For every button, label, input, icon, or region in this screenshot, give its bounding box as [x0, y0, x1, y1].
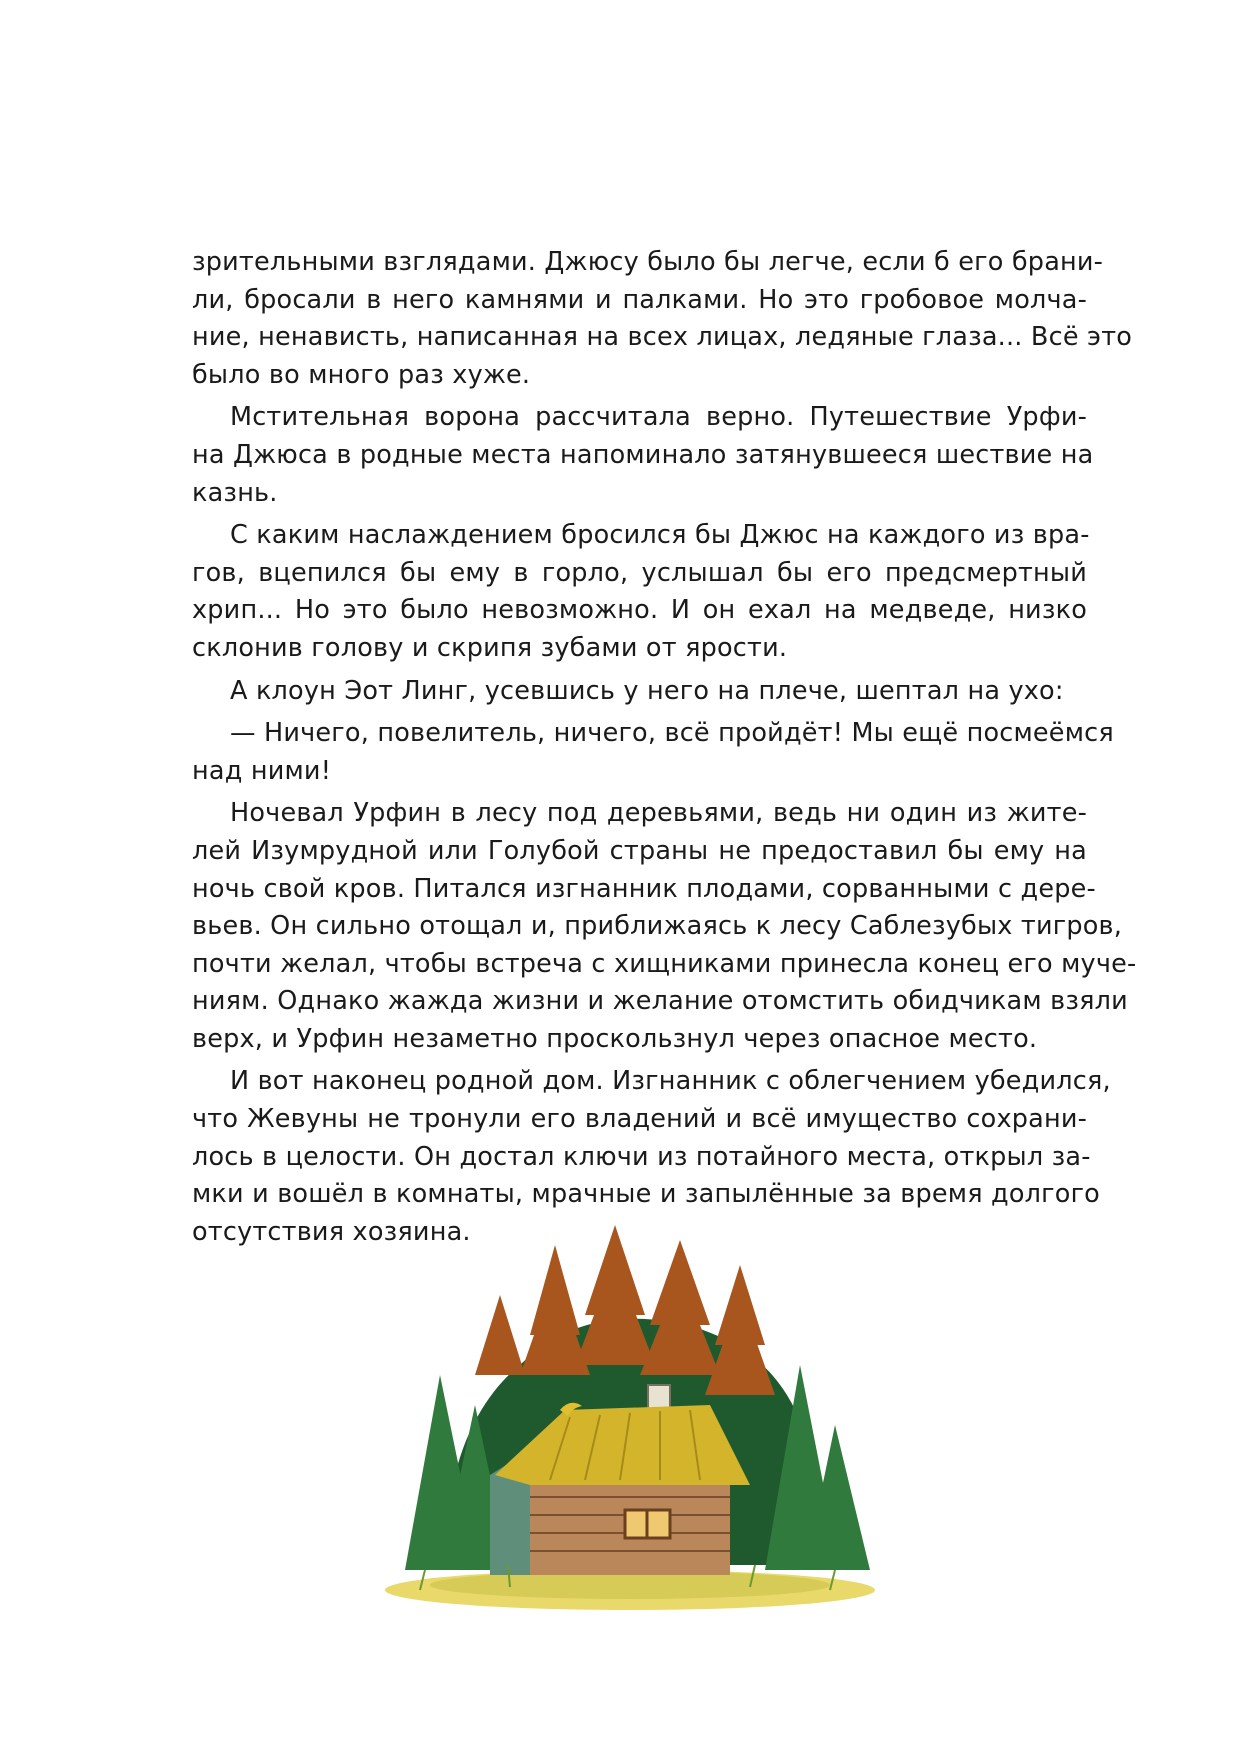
text-line: что Жевуны не тронули его владений и всё имущество сохрани- — [192, 1104, 1087, 1135]
text-line: ночь свой кров. Питался изгнанник плодами, сорванными с дере- — [192, 873, 1096, 904]
text-line: лось в целости. Он достал ключи из потайного места, открыл за- — [192, 1141, 1091, 1172]
pine-tree — [475, 1295, 525, 1375]
paragraph-7 — [192, 1063, 1111, 1251]
paragraph-1 — [192, 244, 1133, 394]
text-line: склонив голову и скрипя зубами от ярости. — [192, 632, 788, 663]
text-line: было во много раз хуже. — [192, 359, 531, 390]
text-line: ли, бросали в него камнями и палками. Но это гробовое молча- — [192, 284, 1087, 315]
text-line: казнь. — [192, 477, 278, 508]
text-line: С каким наслаждением бросился бы Джюс на каждого из вра- — [230, 520, 1090, 551]
text-line: верх, и Урфин незаметно проскользнул через опасное место. — [192, 1023, 1038, 1054]
text-line: ниям. Однако жажда жизни и желание отомстить обидчикам взяли — [192, 986, 1128, 1017]
text-line: ние, ненависть, написанная на всех лицах, ледяные глаза... Всё это — [192, 322, 1133, 353]
paragraph-6 — [192, 795, 1137, 1058]
text-line: отсутствия хозяина. — [192, 1216, 471, 1247]
paragraph-4 — [192, 673, 1087, 711]
text-line: А клоун Эот Линг, усевшись у него на плече, шептал на ухо: — [230, 675, 1064, 706]
text-line: гов, вцепился бы ему в горло, услышал бы его предсмертный — [192, 557, 1087, 588]
text-line: на Джюса в родные места напоминало затянувшееся шествие на — [192, 439, 1094, 470]
text-line: почти желал, чтобы встреча с хищниками принесла конец его муче- — [192, 948, 1137, 979]
ground-shadow — [430, 1571, 830, 1599]
paragraph-5 — [192, 715, 1114, 790]
body-text — [192, 244, 1137, 1251]
text-line: зрительными взглядами. Джюсу было бы легче, если б его брани- — [192, 247, 1104, 277]
text-line: Ночевал Урфин в лесу под деревьями, ведь ни один из жите- — [230, 798, 1087, 829]
text-line: Мстительная ворона рассчитала верно. Путешествие Урфи- — [230, 402, 1087, 433]
text-line: И вот наконец родной дом. Изгнанник с облегчением убедился, — [230, 1066, 1111, 1097]
text-line: вьев. Он сильно отощал и, приближаясь к лесу Саблезубых тигров, — [192, 911, 1123, 942]
forest-hut-illustration — [380, 1225, 880, 1615]
text-line: мки и вошёл в комнаты, мрачные и запылённые за время долгого — [192, 1179, 1100, 1210]
text-line: лей Изумрудной или Голубой страны не предоставил бы ему на — [192, 835, 1087, 866]
paragraph-3 — [192, 517, 1090, 667]
text-line: — Ничего, повелитель, ничего, всё пройдёт! Мы ещё посмеёмся — [230, 718, 1114, 749]
text-line: хрип... Но это было невозможно. И он ехал на медведе, низко — [192, 595, 1087, 626]
paragraph-2 — [192, 399, 1094, 512]
text-line: над ними! — [192, 755, 332, 786]
